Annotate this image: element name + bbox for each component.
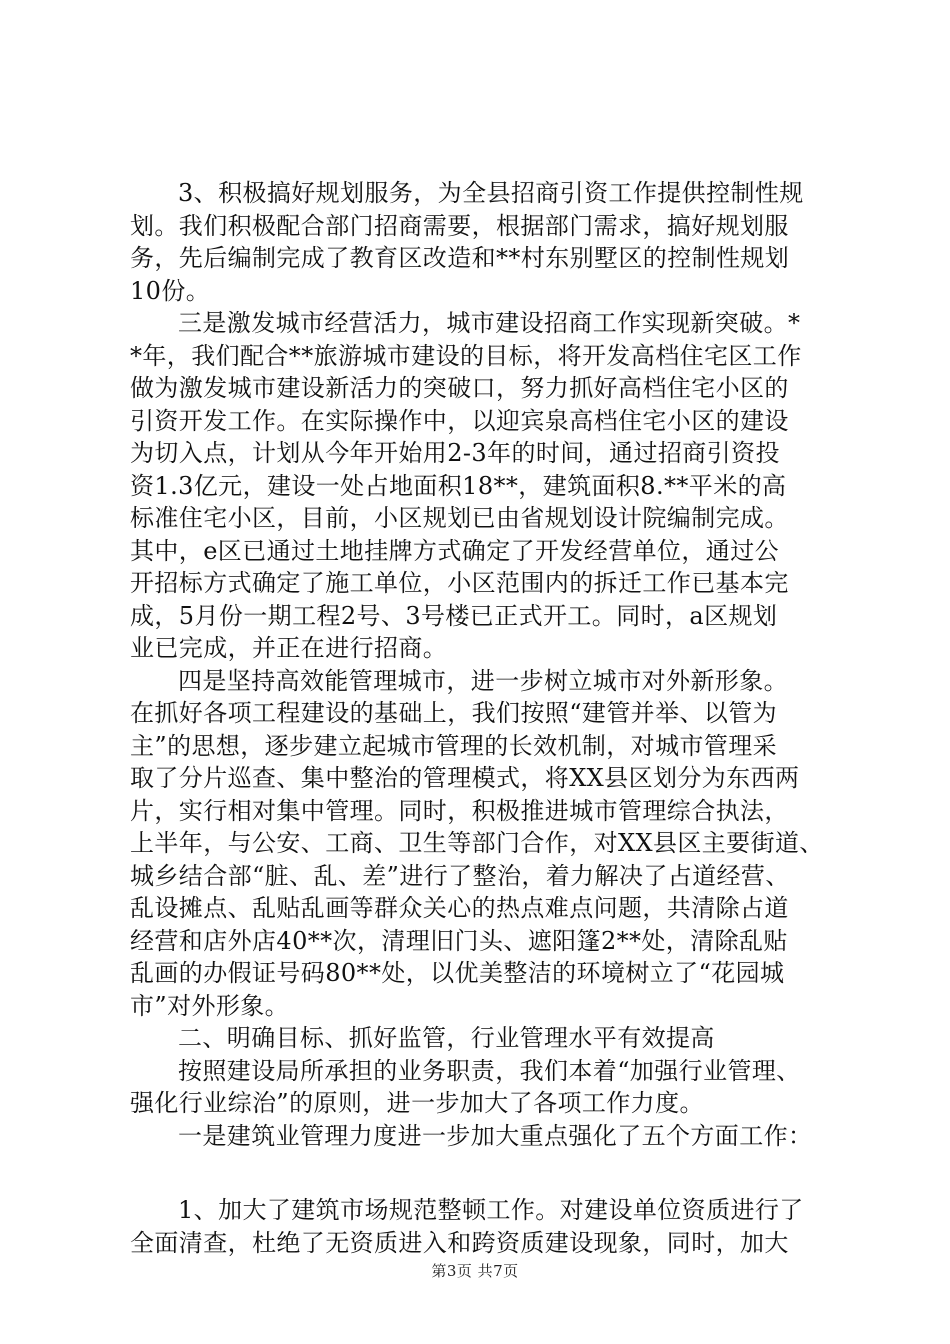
paragraph-line: 三是激发城市经营活力，城市建设招商工作实现新突破。*: [178, 309, 801, 337]
paragraph-line: 标准住宅小区，目前，小区规划已由省规划设计院编制完成。: [130, 504, 789, 532]
paragraph-line: 一是建筑业管理力度进一步加大重点强化了五个方面工作：: [178, 1121, 813, 1150]
paragraph-line: 10份。: [130, 276, 211, 305]
paragraph-line: 引资开发工作。在实际操作中，以迎宾泉高档住宅小区的建设: [130, 406, 789, 435]
paragraph-line: 全面清查，杜绝了无资质进入和跨资质建设现象，同时，加大: [130, 1228, 789, 1257]
paragraph-line: 成，5月份一期工程2号、3号楼已正式开工。同时，a区规划: [130, 601, 778, 630]
paragraph-line: 经营和店外店40**次，清理旧门头、遮阳篷2**处，清除乱贴: [130, 926, 788, 955]
paragraph-line: 其中，e区已通过土地挂牌方式确定了开发经营单位，通过公: [130, 536, 780, 565]
paragraph-line: 强化行业综治”的原则，进一步加大了各项工作力度。: [130, 1089, 704, 1117]
paragraph-line: 划。我们积极配合部门招商需要，根据部门需求，搞好规划服: [130, 211, 789, 240]
paragraph-line: 务，先后编制完成了教育区改造和**村东别墅区的控制性规划: [130, 244, 790, 272]
paragraph-line: 乱设摊点、乱贴乱画等群众关心的热点难点问题，共清除占道: [130, 894, 789, 922]
paragraph-line: 1、加大了建筑市场规范整顿工作。对建设单位资质进行了: [178, 1196, 804, 1224]
paragraph-line: 上半年，与公安、工商、卫生等部门合作，对XX县区主要街道、: [130, 829, 824, 857]
section-heading: 二、明确目标、抓好监管，行业管理水平有效提高: [178, 1024, 715, 1052]
paragraph-line: 开招标方式确定了施工单位，小区范围内的拆迁工作已基本完: [130, 569, 789, 597]
page-footer: 第3页 共7页: [431, 1262, 519, 1280]
paragraph-line: 主”的思想，逐步建立起城市管理的长效机制，对城市管理采: [130, 731, 778, 760]
paragraph-line: 按照建设局所承担的业务职责，我们本着“加强行业管理、: [178, 1056, 801, 1085]
paragraph-line: 四是坚持高效能管理城市，进一步树立城市对外新形象。: [178, 666, 788, 695]
paragraph-line: 做为激发城市建设新活力的突破口，努力抓好高档住宅小区的: [130, 374, 789, 402]
paragraph-line: 城乡结合部“脏、乱、差”进行了整治，着力解决了占道经营、: [130, 861, 790, 890]
paragraph-line: 片，实行相对集中管理。同时，积极推进城市管理综合执法，: [130, 796, 789, 825]
paragraph-line: 在抓好各项工程建设的基础上，我们按照“建管并举、以管为: [130, 699, 778, 727]
paragraph-line: 取了分片巡查、集中整治的管理模式，将XX县区划分为东西两: [130, 764, 800, 792]
paragraph-spacer: [130, 1152, 830, 1194]
paragraph-line: 市”对外形象。: [130, 991, 290, 1020]
paragraph-line: *年，我们配合**旅游城市建设的目标，将开发高档住宅区工作: [130, 341, 802, 370]
paragraph-line: 为切入点，计划从今年开始用2-3年的时间，通过招商引资投: [130, 439, 780, 467]
paragraph-line: 3、积极搞好规划服务，为全县招商引资工作提供控制性规: [178, 179, 804, 207]
paragraph-line: 资1.3亿元，建设一处占地面积18**，建筑面积8.**平米的高: [130, 471, 787, 500]
paragraph-line: 业已完成，并正在进行招商。: [130, 634, 448, 662]
document-body: [130, 177, 830, 1259]
paragraph-line: 乱画的办假证号码80**处，以优美整洁的环境树立了“花园城: [130, 959, 785, 987]
